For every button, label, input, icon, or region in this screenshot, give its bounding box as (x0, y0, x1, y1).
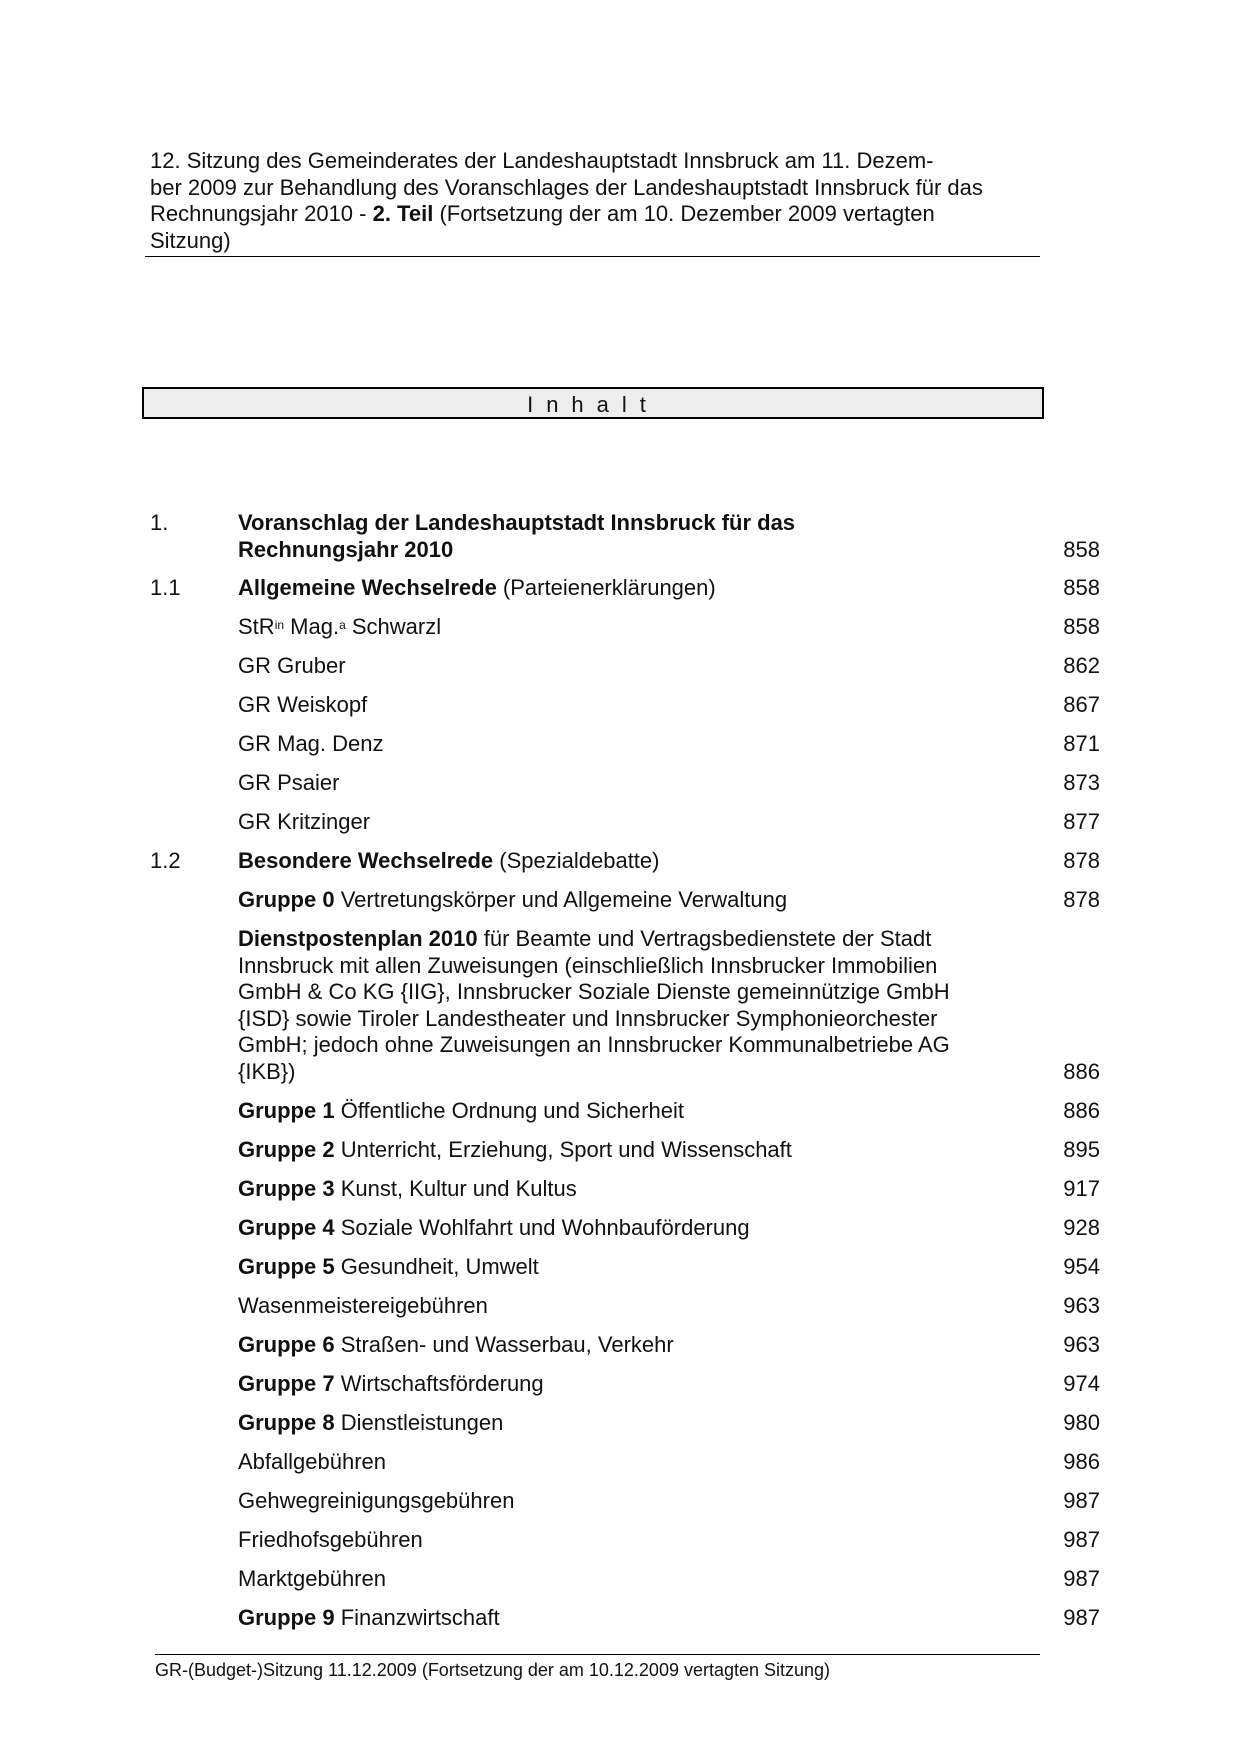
toc-title: Wasenmeistereigebühren (238, 1293, 488, 1318)
toc-text: Mag. (284, 614, 340, 639)
toc-page-number: 877 (1063, 809, 1100, 834)
toc-text: Dienstleistungen (334, 1410, 504, 1435)
toc-text: Innsbruck mit allen Zuweisungen (einschließlich Innsbrucker Immobilien (238, 952, 938, 978)
toc-entry (0, 510, 1240, 563)
toc-title: Marktgebühren (238, 1566, 386, 1591)
header-text: Rechnungsjahr 2010 - (150, 201, 373, 226)
toc-bold: Voranschlag der Landeshauptstadt Innsbruck für das (238, 510, 796, 535)
toc-text: StR (238, 614, 275, 639)
toc-page-number: 987 (1063, 1527, 1100, 1552)
header-part-label: 2. Teil (372, 201, 434, 226)
header-line: ber 2009 zur Behandlung des Voranschlages der Landeshauptstadt Innsbruck für das (150, 174, 983, 200)
toc-title (238, 1371, 1018, 1398)
toc-title (238, 1176, 1018, 1203)
toc-title (238, 575, 1018, 602)
toc-text: Soziale Wohlfahrt und Wohnbauförderung (334, 1215, 750, 1240)
document-header (150, 148, 1040, 254)
toc-title: GR Weiskopf (238, 692, 368, 717)
toc-title (238, 614, 1018, 641)
toc-page-number: 862 (1063, 653, 1100, 678)
toc-page-number: 858 (1063, 614, 1100, 639)
toc-page-number: 987 (1063, 1488, 1100, 1513)
toc-text: GmbH; jedoch ohne Zuweisungen an Innsbrucker Kommunalbetriebe AG (238, 1032, 950, 1057)
toc-page-number: 871 (1063, 731, 1100, 756)
toc-page-number: 858 (1063, 575, 1100, 600)
toc-text: Schwarzl (345, 614, 442, 639)
toc-page-number: 895 (1063, 1137, 1100, 1162)
toc-number: 1.1 (150, 575, 181, 600)
toc-text: {ISD} sowie Tiroler Landestheater und Innsbrucker Symphonieorchester (238, 1005, 938, 1031)
header-divider (145, 256, 1040, 257)
toc-page-number: 986 (1063, 1449, 1100, 1474)
toc-title: GR Kritzinger (238, 809, 371, 834)
toc-bold: Gruppe 8 (238, 1410, 335, 1435)
toc-title (238, 1137, 1018, 1164)
toc-page-number: 878 (1063, 887, 1100, 912)
toc-text: (Spezialdebatte) (493, 848, 660, 873)
toc-title (238, 1254, 1018, 1281)
contents-title: Inhalt (142, 387, 1044, 419)
toc-title (238, 1215, 1018, 1242)
toc-page-number: 974 (1063, 1371, 1100, 1396)
toc-title: Friedhofsgebühren (238, 1527, 423, 1552)
toc-bold: Allgemeine Wechselrede (238, 575, 497, 600)
toc-text: Gesundheit, Umwelt (334, 1254, 539, 1279)
toc-title (238, 926, 1018, 1085)
toc-text: für Beamte und Vertragsbedienstete der Stadt (477, 926, 932, 951)
toc-bold: Gruppe 0 (238, 887, 335, 912)
toc-title: GR Psaier (238, 770, 340, 795)
toc-title: Abfallgebühren (238, 1449, 387, 1474)
toc-text: Unterricht, Erziehung, Sport und Wissenschaft (334, 1137, 792, 1162)
header-line (150, 201, 1040, 228)
toc-bold: Gruppe 2 (238, 1137, 335, 1162)
toc-bold: Gruppe 5 (238, 1254, 335, 1279)
toc-text: Straßen- und Wasserbau, Verkehr (334, 1332, 674, 1357)
header-text: (Fortsetzung der am 10. Dezember 2009 vertagten (433, 201, 935, 226)
toc-text: Kunst, Kultur und Kultus (334, 1176, 577, 1201)
toc-bold: Gruppe 1 (238, 1098, 335, 1123)
toc-page-number: 873 (1063, 770, 1100, 795)
toc-text: Finanzwirtschaft (334, 1605, 500, 1630)
toc-superscript: a (339, 618, 346, 632)
toc-entry (0, 926, 1240, 1085)
toc-text: Wirtschaftsförderung (334, 1371, 544, 1396)
toc-text: GmbH & Co KG {IIG}, Innsbrucker Soziale Dienste gemeinnützige GmbH (238, 979, 950, 1004)
toc-text: (Parteienerklärungen) (496, 575, 716, 600)
toc-bold: Gruppe 4 (238, 1215, 335, 1240)
toc-bold: Besondere Wechselrede (238, 848, 494, 873)
toc-page-number: 867 (1063, 692, 1100, 717)
toc-title: GR Mag. Denz (238, 731, 384, 756)
toc-page-number: 917 (1063, 1176, 1100, 1201)
toc-superscript: in (274, 618, 285, 632)
toc-bold: Gruppe 7 (238, 1371, 335, 1396)
toc-page-number: 858 (1063, 536, 1100, 562)
toc-page-number: 928 (1063, 1215, 1100, 1240)
header-line: Sitzung) (150, 227, 231, 253)
toc-title (238, 848, 1018, 875)
toc-title (238, 1410, 1018, 1437)
toc-title: Gehwegreinigungsgebühren (238, 1488, 515, 1513)
page-footer: GR-(Budget-)Sitzung 11.12.2009 (Fortsetzung der am 10.12.2009 vertagten Sitzung) (155, 1660, 831, 1680)
toc-page-number: 954 (1063, 1254, 1100, 1279)
toc-number: 1. (150, 510, 169, 535)
toc-page-number: 886 (1063, 1058, 1100, 1084)
toc-page-number: 886 (1063, 1098, 1100, 1123)
toc-title (238, 510, 1018, 563)
toc-bold: Gruppe 6 (238, 1332, 335, 1357)
toc-bold: Gruppe 9 (238, 1605, 335, 1630)
footer-divider (155, 1654, 1040, 1655)
toc-page-number: 878 (1063, 848, 1100, 873)
toc-title (238, 1098, 1018, 1125)
toc-page-number: 963 (1063, 1293, 1100, 1318)
toc-number: 1.2 (150, 848, 181, 873)
toc-text: {IKB}) (238, 1058, 296, 1084)
toc-title (238, 1332, 1018, 1359)
toc-page-number: 963 (1063, 1332, 1100, 1357)
toc-page-number: 987 (1063, 1566, 1100, 1591)
header-line: 12. Sitzung des Gemeinderates der Landeshauptstadt Innsbruck am 11. Dezem- (150, 148, 934, 173)
toc-text: Vertretungskörper und Allgemeine Verwaltung (334, 887, 788, 912)
toc-bold: Dienstpostenplan 2010 (238, 926, 478, 951)
toc-title (238, 1605, 1018, 1632)
toc-page-number: 987 (1063, 1605, 1100, 1630)
toc-title: GR Gruber (238, 653, 346, 678)
toc-title (238, 887, 1018, 914)
toc-text: Öffentliche Ordnung und Sicherheit (334, 1098, 684, 1123)
toc-bold: Rechnungsjahr 2010 (238, 536, 454, 562)
toc-page-number: 980 (1063, 1410, 1100, 1435)
toc-bold: Gruppe 3 (238, 1176, 335, 1201)
